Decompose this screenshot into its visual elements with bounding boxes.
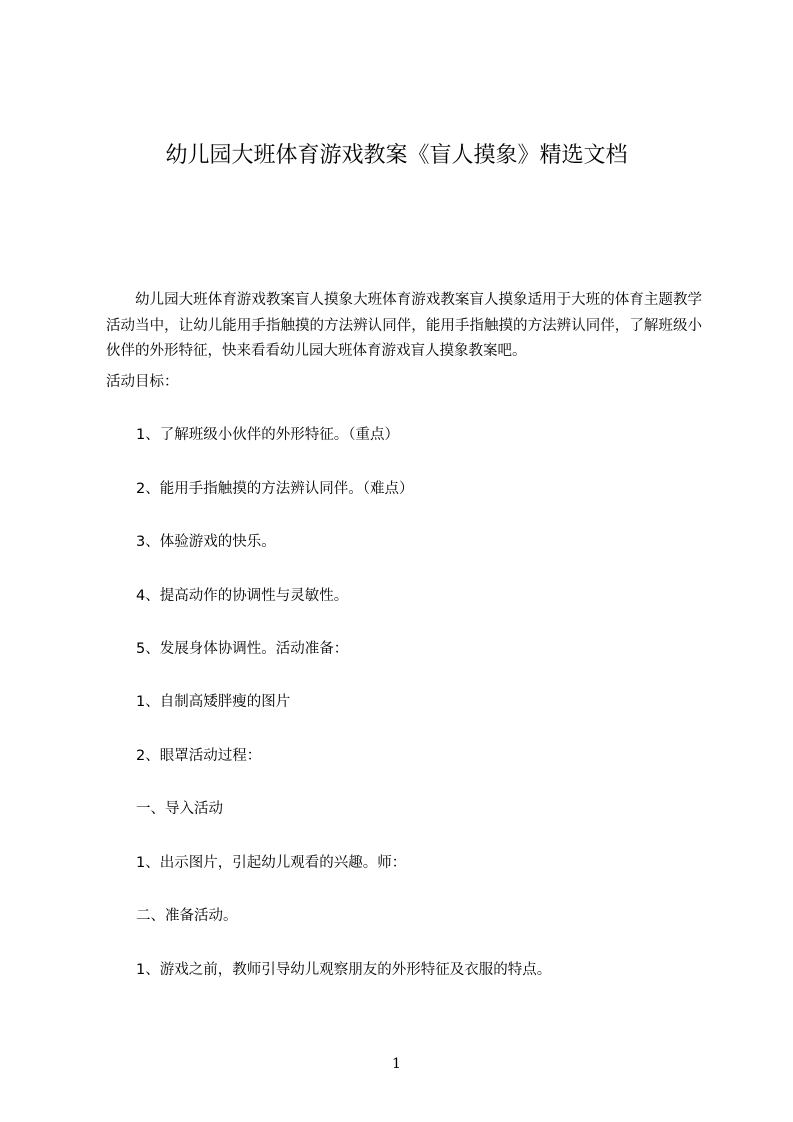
objective-1: 1、了解班级小伙伴的外形特征。（重点） (136, 427, 399, 443)
preparation-step-1: 1、游戏之前，教师引导幼儿观察朋友的外形特征及衣服的特点。 (136, 962, 552, 978)
section-heading-preparation: 二、准备活动。 (136, 908, 238, 924)
objectives-heading: 活动目标： (106, 374, 179, 390)
objective-4: 4、提高动作的协调性与灵敏性。 (136, 588, 349, 604)
objective-3: 3、体验游戏的快乐。 (136, 534, 276, 550)
intro-paragraph: 幼儿园大班体育游戏教案盲人摸象大班体育游戏教案盲人摸象适用于大班的体育主题教学活动当中，让幼儿能用手指触摸的方法辨认同伴，能用手指触摸的方法辨认同伴，了解班级小伙伴的外形特征，快来看看幼儿园大班体育游戏盲人摸象教案吧。 (106, 292, 702, 359)
preparation-item-2: 2、眼罩活动过程： (136, 748, 262, 764)
preparation-item-1: 1、自制高矮胖瘦的图片 (136, 694, 291, 710)
section-heading-intro: 一、导入活动 (136, 801, 223, 817)
intro-step-1: 1、出示图片，引起幼儿观看的兴趣。师： (136, 855, 407, 871)
objective-5: 5、发展身体协调性。活动准备： (136, 641, 349, 657)
page-number: 1 (392, 1056, 401, 1072)
objective-2: 2、能用手指触摸的方法辨认同伴。（难点） (136, 481, 414, 497)
document-title: 幼儿园大班体育游戏教案《盲人摸象》精选文档 (165, 143, 628, 168)
